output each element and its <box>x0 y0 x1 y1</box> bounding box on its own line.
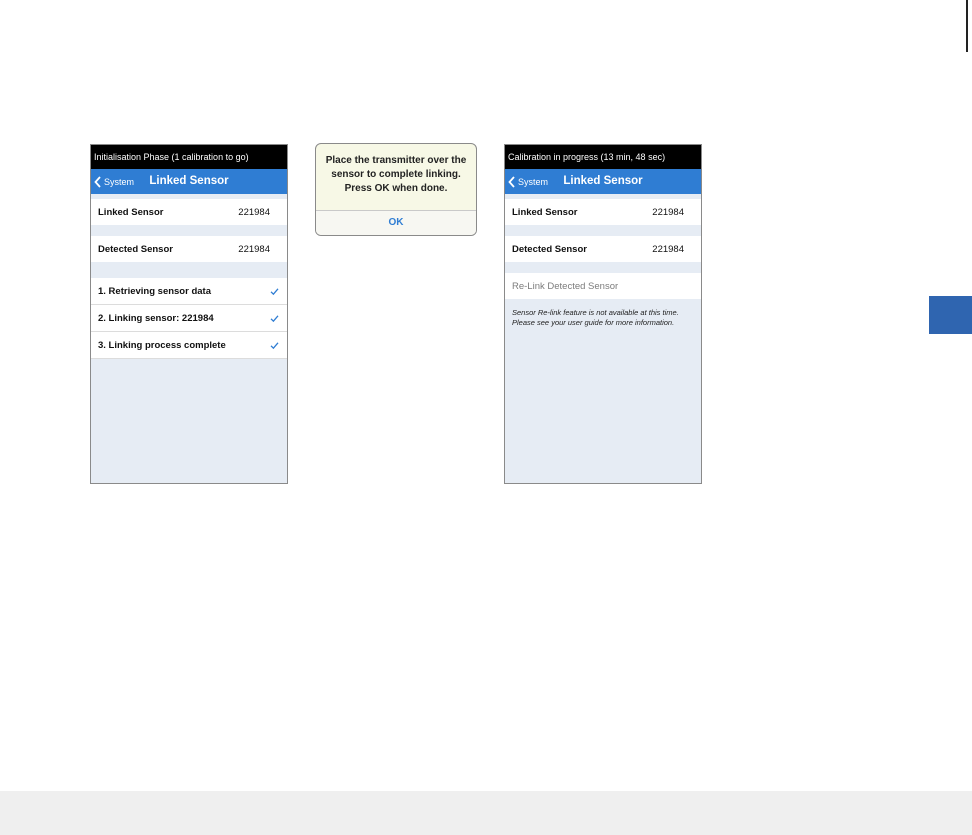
ok-button[interactable]: OK <box>316 211 476 235</box>
step-row-2 <box>91 305 287 332</box>
checkmark-icon <box>270 341 279 350</box>
status-bar: Calibration in progress (13 min, 48 sec) <box>505 145 701 169</box>
dialog-message-line: sensor to complete linking. <box>331 169 461 180</box>
row-value: 221984 <box>238 243 270 255</box>
back-button-label: System <box>104 176 135 187</box>
link-alert-dialog <box>315 143 477 236</box>
note-line: Please see your user guide for more information. <box>512 317 675 327</box>
linked-sensor-row <box>91 199 287 225</box>
status-bar: Initialisation Phase (1 calibration to go) <box>91 145 287 169</box>
dialog-message-line: Place the transmitter over the <box>325 155 467 166</box>
page-footer-band <box>0 791 972 835</box>
relink-sensor-button[interactable] <box>505 273 701 299</box>
page-title: Linked Sensor <box>563 175 643 187</box>
checkmark-icon <box>270 287 279 296</box>
page-edge-rule <box>966 0 968 52</box>
relink-unavailable-note <box>505 299 701 327</box>
chapter-tab-marker <box>929 296 972 334</box>
row-value: 221984 <box>652 243 684 255</box>
relink-label: Re-Link Detected Sensor <box>512 280 619 292</box>
row-label: Linked Sensor <box>512 206 578 218</box>
step-row-1 <box>91 278 287 305</box>
linked-sensor-row <box>505 199 701 225</box>
step-label: 1. Retrieving sensor data <box>98 285 211 297</box>
checkmark-icon <box>270 314 279 323</box>
dialog-message <box>316 144 476 210</box>
phone-screen-calibration <box>504 144 702 484</box>
dialog-message-line: Press OK when done. <box>344 183 448 194</box>
back-button-label: System <box>518 176 549 187</box>
row-label: Detected Sensor <box>512 243 587 255</box>
row-label: Linked Sensor <box>98 206 164 218</box>
page-title: Linked Sensor <box>149 175 229 187</box>
nav-bar <box>91 169 287 194</box>
row-value: 221984 <box>652 206 684 218</box>
row-value: 221984 <box>238 206 270 218</box>
detected-sensor-row <box>505 236 701 262</box>
nav-bar <box>505 169 701 194</box>
step-label: 3. Linking process complete <box>98 339 226 351</box>
row-label: Detected Sensor <box>98 243 173 255</box>
detected-sensor-row <box>91 236 287 262</box>
step-row-3 <box>91 332 287 359</box>
step-label: 2. Linking sensor: 221984 <box>98 312 214 324</box>
note-line: Sensor Re-link feature is not available at this time. <box>512 308 679 317</box>
phone-screen-linking <box>90 144 288 484</box>
